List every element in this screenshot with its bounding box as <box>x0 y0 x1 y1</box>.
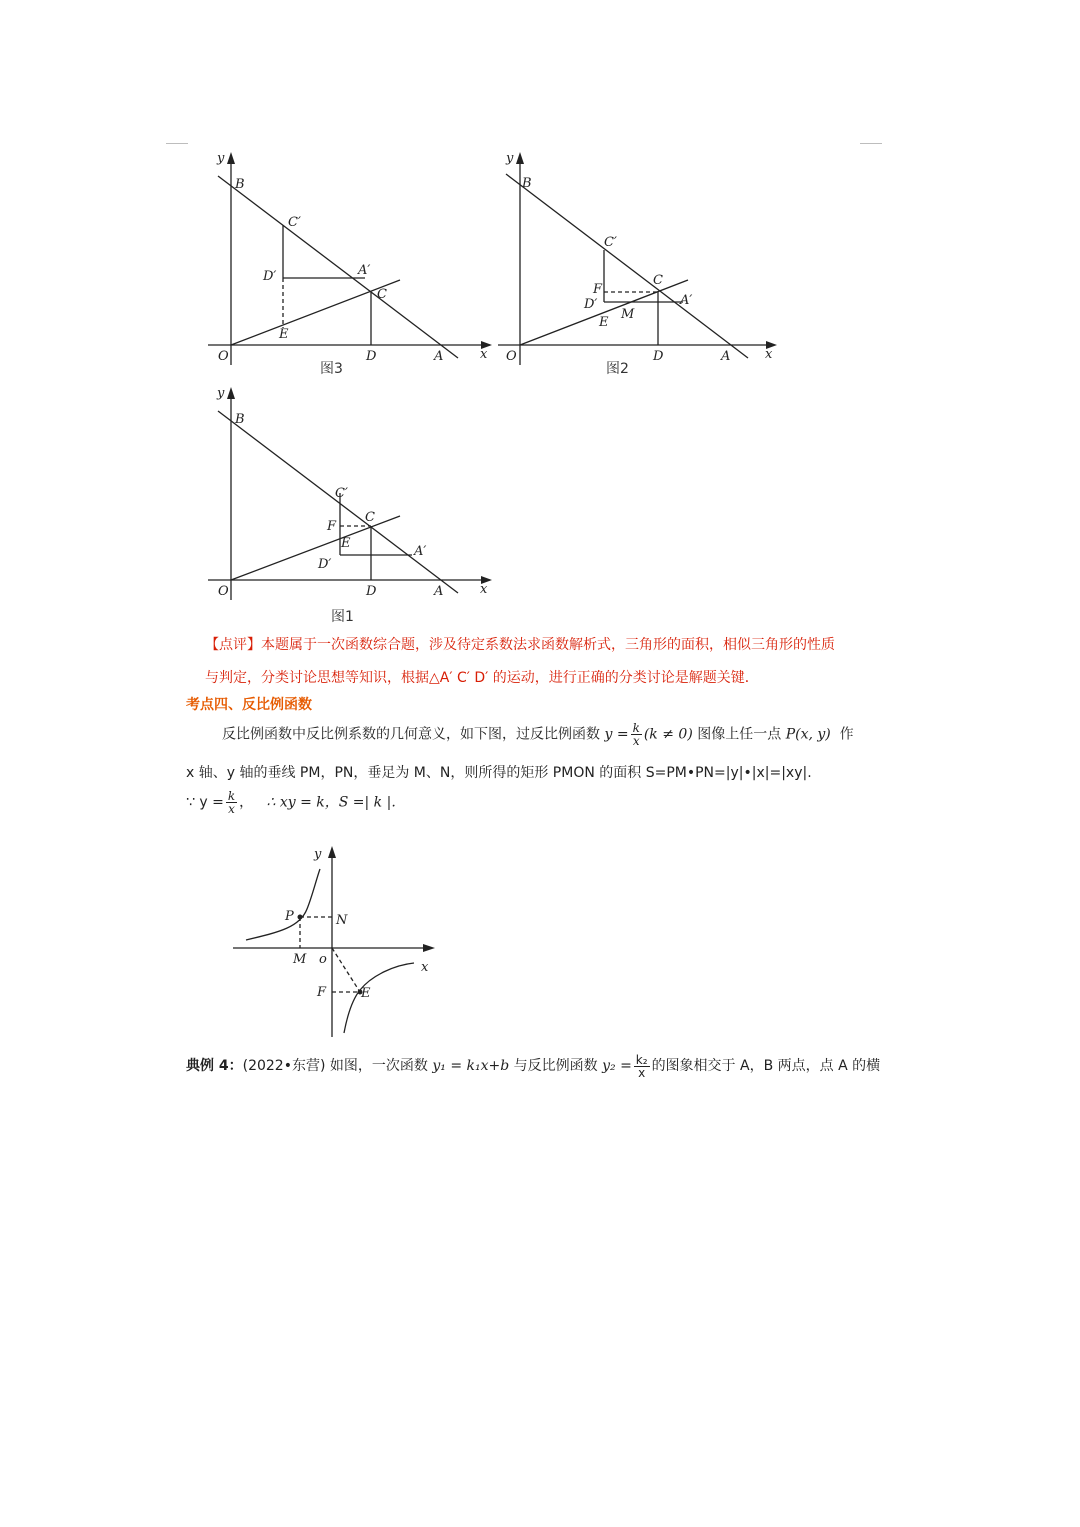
fig3-point-Ap: A′ <box>358 263 371 278</box>
paragraph-line-2: x 轴、y 轴的垂线 PM，PN，垂足为 M、N，则所得的矩形 PMON 的面积 S=PM•PN=|y|•|x|=|xy|. <box>186 765 812 781</box>
fig1-point-A: A <box>434 584 444 599</box>
fig2-point-E: E <box>599 315 609 330</box>
hyp-point-P: P <box>285 909 294 924</box>
hyp-point-M: M <box>293 952 307 967</box>
fig3-origin-label: O <box>218 349 229 364</box>
p1-text-a: 反比例函数中反比例系数的几何意义，如下图，过反比例函数 <box>222 726 600 743</box>
fig2-point-Dp: D′ <box>584 297 598 312</box>
p1-frac-num: k <box>632 721 640 735</box>
example-source: (2022•东营) <box>242 1058 326 1074</box>
hyp-y-label: y <box>314 847 322 862</box>
fig1-origin-label: O <box>218 584 229 599</box>
fig1-point-E: E <box>341 536 351 551</box>
fig1-point-Cp: C′ <box>335 486 348 501</box>
fig1-point-D: D <box>366 584 377 599</box>
fig1-point-F: F <box>327 519 337 534</box>
fig3-y-label: y <box>217 151 225 166</box>
p1-point: P(x, y) <box>785 726 831 743</box>
hyp-point-E: E <box>361 986 371 1001</box>
page-corner-mark-right <box>860 143 882 144</box>
p1-text-b: 图像上任一点 <box>697 726 782 743</box>
p3-fraction <box>226 790 237 815</box>
fig2-point-Cp: C′ <box>604 235 617 250</box>
p3-comma: ， <box>239 794 254 811</box>
fig2-point-A: A <box>721 349 731 364</box>
fig2-point-F: F <box>593 282 603 297</box>
fig2-y-label: y <box>506 151 514 166</box>
fig2-caption: 图2 <box>606 361 629 377</box>
hyperbola-figure <box>230 845 440 1040</box>
fig1-point-Ap: A′ <box>414 544 427 559</box>
paragraph-line-3 <box>186 790 396 815</box>
p3-frac-num: k <box>227 789 236 803</box>
example-text-b: 与反比例函数 <box>513 1058 598 1074</box>
fig1-x-label: x <box>480 582 488 597</box>
hyp-point-N: N <box>336 913 348 928</box>
example-frac-num: k₂ <box>635 1052 648 1067</box>
fig1-point-B: B <box>235 412 245 427</box>
example-4-line <box>186 1052 880 1080</box>
paragraph-line-1 <box>222 722 854 747</box>
p1-condition: (k ≠ 0) <box>643 726 693 743</box>
example-label: 典例 4： <box>186 1058 243 1074</box>
fig1-caption: 图1 <box>331 609 354 625</box>
fig2-point-C: C <box>653 273 663 288</box>
fig2-x-label: x <box>765 347 773 362</box>
fig2-point-M: M <box>621 307 635 322</box>
fig3-x-label: x <box>480 347 488 362</box>
p1-fraction <box>631 722 642 747</box>
fig2-point-B: B <box>522 176 532 191</box>
fig1-point-Dp: D′ <box>318 557 332 572</box>
p1-frac-den: x <box>632 734 640 748</box>
figure-2 <box>490 150 790 364</box>
p3-because: ∵ y = <box>186 794 224 811</box>
hyp-x-label: x <box>421 960 429 975</box>
p3-frac-den: x <box>228 802 235 816</box>
figure-3 <box>200 150 500 364</box>
example-y2: y₂ = <box>602 1058 632 1074</box>
fig3-point-Dp: D′ <box>263 269 277 284</box>
fig3-point-Cp: C′ <box>288 215 301 230</box>
fig3-point-C: C <box>377 287 387 302</box>
hyp-origin-label: o <box>319 952 327 967</box>
page-corner-mark-left <box>166 143 188 144</box>
p1-eq: = <box>616 726 629 743</box>
p3-therefore: ∴ xy = k，S =| k |. <box>266 794 396 811</box>
p1-text-c: 作 <box>839 726 854 743</box>
example-fraction <box>634 1054 650 1079</box>
example-frac-den: x <box>638 1065 646 1080</box>
fig2-point-Ap: A′ <box>680 293 693 308</box>
example-text-a: 如图，一次函数 <box>329 1058 428 1074</box>
figure-1 <box>200 385 500 599</box>
section-title: 考点四、反比例函数 <box>186 697 312 713</box>
hyp-point-F: F <box>317 985 327 1000</box>
fig3-point-D: D <box>366 349 377 364</box>
comment-line-2: 与判定，分类讨论思想等知识，根据△A′ C′ D′ 的运动，进行正确的分类讨论是解题关键． <box>205 670 759 686</box>
comment-line-1: 【点评】本题属于一次函数综合题，涉及待定系数法求函数解析式，三角形的面积，相似三角形的性质 <box>205 637 835 653</box>
example-y1: y₁ = k₁x+b <box>432 1058 510 1074</box>
fig1-y-label: y <box>217 386 225 401</box>
fig2-point-D: D <box>653 349 664 364</box>
p1-y: y <box>604 726 613 743</box>
example-text-c: 的图象相交于 A，B 两点，点 A 的横 <box>651 1058 881 1074</box>
fig3-point-E: E <box>279 327 289 342</box>
fig3-caption: 图3 <box>320 361 343 377</box>
fig3-point-A: A <box>434 349 444 364</box>
fig3-point-B: B <box>235 177 245 192</box>
fig2-origin-label: O <box>506 349 517 364</box>
fig1-point-C: C <box>365 510 375 525</box>
